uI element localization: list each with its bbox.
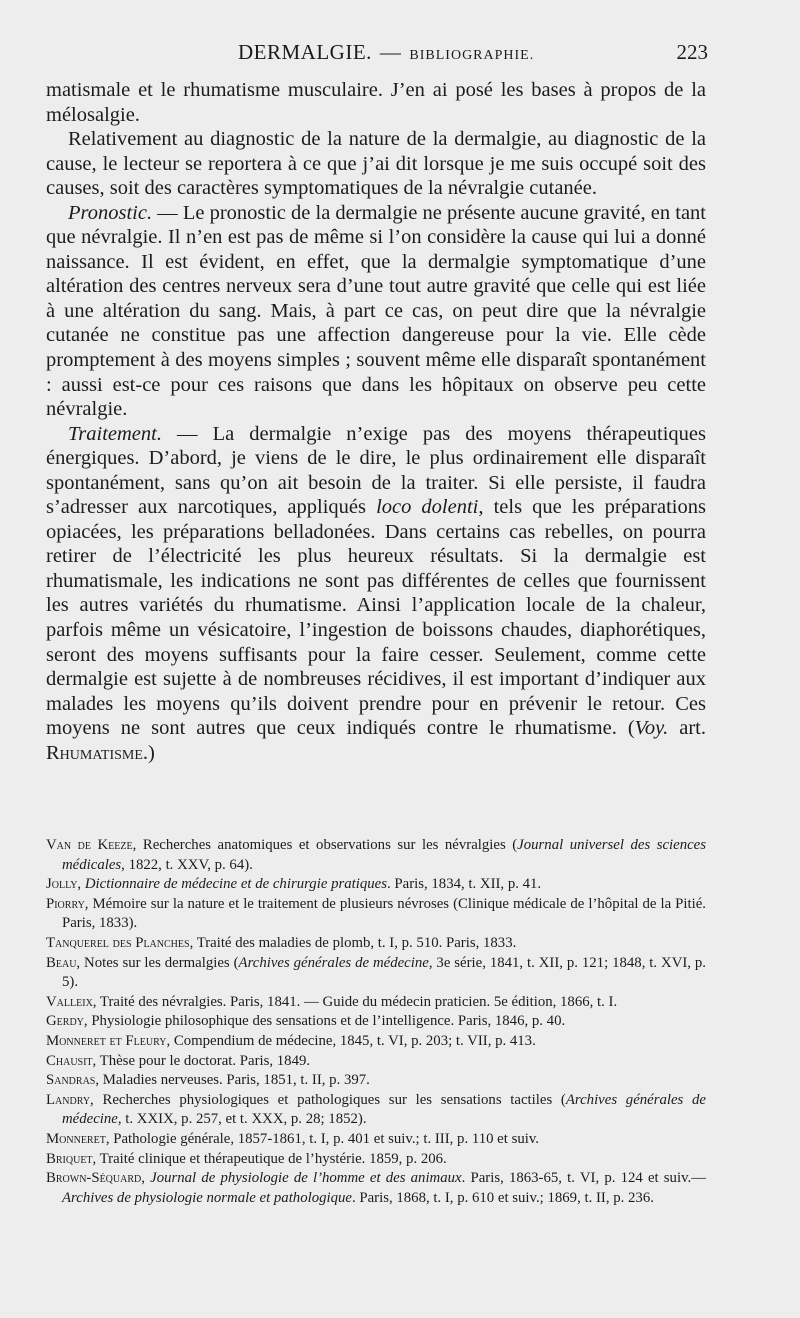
bib-entry [46, 1091, 706, 1130]
traitement-latin: loco dolenti [376, 496, 479, 519]
bib-text: , Thèse pour le doctorat. Paris, 1849. [92, 1052, 311, 1069]
running-header [46, 40, 708, 72]
traitement-text-c: art. [668, 717, 707, 740]
bib-author: Monneret et Fleury [46, 1032, 167, 1049]
bib-author: Monneret [46, 1130, 106, 1147]
paragraph-1: matismale et le rhumatisme musculaire. J’en ai posé les bases à propos de la mélosalgie. [46, 79, 706, 126]
bib-author: Valleix [46, 993, 93, 1010]
paragraph-traitement [46, 422, 706, 766]
bib-entry [46, 836, 706, 875]
paragraph-pronostic [46, 201, 706, 422]
bib-entry [46, 875, 706, 895]
pronostic-heading: Pronostic. [68, 201, 153, 224]
traitement-voy: Voy. [634, 717, 669, 740]
bib-entry [46, 993, 706, 1013]
bib-author: Sandras [46, 1072, 96, 1089]
bib-author: Gerdy [46, 1013, 84, 1030]
bib-text: , [77, 876, 85, 893]
bib-entry [46, 954, 706, 993]
bib-text: . Paris, 1834, t. XII, p. 41. [387, 876, 542, 893]
bib-author: Beau [46, 954, 77, 971]
bib-title: Journal de physiologie de l’homme et des animaux [150, 1170, 462, 1187]
traitement-heading: Traitement. [68, 422, 162, 445]
bib-text: , Pathologie générale, 1857-1861, t. I, p. 401 et suiv.; t. III, p. 110 et suiv. [105, 1130, 539, 1147]
bib-entry [46, 1071, 706, 1091]
bib-title: Archives générales de médecine [62, 1091, 706, 1128]
bib-text: , Traité des névralgies. Paris, 1841. — Guide du médecin praticien. 5e édition, 1866, t. I. [92, 993, 618, 1010]
bib-text: , Traité des maladies de plomb, t. I, p. 510. Paris, 1833. [189, 934, 517, 951]
bib-entry [46, 1150, 706, 1170]
bib-title: Archives générales de médecine [238, 954, 429, 971]
bib-text: . Paris, 1868, t. I, p. 610 et suiv.; 1869, t. II, p. 236. [351, 1189, 654, 1206]
header-title: DERMALGIE. [238, 40, 372, 64]
bib-title: Journal universel des sciences médicales [62, 837, 707, 873]
traitement-text-a: — La dermalgie n’exige pas des moyens thérapeutiques énergiques. D’abord, je viens de le dire, le plus ordinairement elle disparaît spontanément, sans qu’on ait besoin de la traiter. Si elle persiste, il faudra s’adresser aux narcotiques, appliqués [46, 422, 706, 519]
bib-text: , Notes sur les dermalgies ( [76, 954, 239, 971]
bib-text: , Compendium de médecine, 1845, t. VI, p. 203; t. VII, p. 413. [166, 1032, 536, 1049]
header-dash: — [379, 40, 402, 64]
bib-text: , Recherches physiologiques et pathologiques sur les sensations tactiles ( [90, 1091, 566, 1108]
bib-text: , 1822, t. XXV, p. 64). [121, 856, 253, 873]
bib-text: . Paris, 1863-65, t. VI, p. 124 et suiv.— [461, 1170, 706, 1187]
bib-entry [46, 1052, 706, 1072]
bib-title: Archives de physiologie normale et pathologique [62, 1189, 352, 1206]
bib-text: , 3e série, 1841, t. XII, p. 121; 1848, t. XVI, p. 5). [62, 954, 707, 991]
pronostic-text: — Le pronostic de la dermalgie ne présente aucune gravité, en tant que névralgie. Il n’en est pas de même si l’on considère la cause qui lui a donné naissance. Il est évident, en effet, que la dermalgie symptomatique d’une altération des centres nerveux sera d’une tout autre gravité que celle qui est liée à une altération du sang. Mais, à part ce cas, on peut dire que la névralgie cutanée ne constitue pas une affection dangereuse pour la vie. Elle cède promptement à des moyens simples ; souvent même elle disparaît spontanément : aussi est-ce pour ces raisons que dans les hôpitaux on observe peu cette névralgie. [46, 201, 706, 421]
bib-text: , Physiologie philosophique des sensations et de l’intelligence. Paris, 1846, p. 40. [83, 1013, 566, 1030]
bibliography [46, 836, 706, 1208]
bib-author: Piorry [46, 895, 85, 912]
bib-text: , Recherches anatomiques et observations sur les névralgies ( [132, 837, 518, 853]
page-number: 223 [676, 40, 708, 64]
bib-author: Tanquerel des Planches [46, 934, 190, 951]
bib-entry [46, 934, 706, 954]
bib-author: Van de Keeze [46, 837, 133, 853]
bib-entry [46, 895, 706, 934]
running-title [238, 40, 534, 65]
bib-author: Jolly [46, 876, 78, 893]
bib-entry [46, 1032, 706, 1052]
bib-title: Dictionnaire de médecine et de chirurgie pratiques [84, 876, 387, 893]
bib-entry [46, 1169, 706, 1208]
bib-text: , Traité clinique et thérapeutique de l’hystérie. 1859, p. 206. [92, 1150, 447, 1167]
bib-entry [46, 1012, 706, 1032]
traitement-text-d: .) [142, 741, 155, 764]
traitement-text-b: , tels que les préparations opiacées, les préparations belladonées. Dans certains cas rebelles, on pourra retirer de l’électricité les plus heureux résultats. Si la dermalgie est rhumatismale, les indications ne sont pas différentes de celles que fournissent les autres variétés du rhumatisme. Ainsi l’application locale de la chaleur, parfois même un vésicatoire, l’ingestion de boissons chaudes, diaphorétiques, seront des moyens suffisants pour la faire cesser. Seulement, comme cette dermalgie est sujette à de nombreuses récidives, il est important d’indiquer aux malades les moyens qu’ils doivent prendre pour en prévenir le retour. Ces moyens ne sont autres que ceux indiqués contre le rhumatisme. ( [46, 496, 706, 740]
bib-text: , Mémoire sur la nature et le traitement de plusieurs névroses (Clinique médicale de l’hôpital de la Pitié. Paris, 1833). [62, 895, 706, 932]
bib-entry [46, 1130, 706, 1150]
traitement-crossref: Rhumatisme [46, 741, 143, 764]
main-text [46, 78, 706, 765]
bib-author: Landry [46, 1091, 91, 1108]
bib-text: , [141, 1170, 151, 1187]
bib-author: Chausit [46, 1052, 93, 1069]
bib-text: , t. XXIX, p. 257, et t. XXX, p. 28; 1852). [117, 1111, 367, 1128]
bib-author: Brown-Séquard [46, 1170, 142, 1187]
paragraph-2: Relativement au diagnostic de la nature de la dermalgie, au diagnostic de la cause, le lecteur se reportera à ce que j’ai dit lorsque je me suis occupé soit des causes, soit des caractères symptomatiques de la névralgie cutanée. [46, 128, 706, 200]
bib-text: , Maladies nerveuses. Paris, 1851, t. II, p. 397. [95, 1072, 370, 1089]
header-section: BIBLIOGRAPHIE. [409, 48, 535, 63]
bib-author: Briquet [46, 1150, 93, 1167]
